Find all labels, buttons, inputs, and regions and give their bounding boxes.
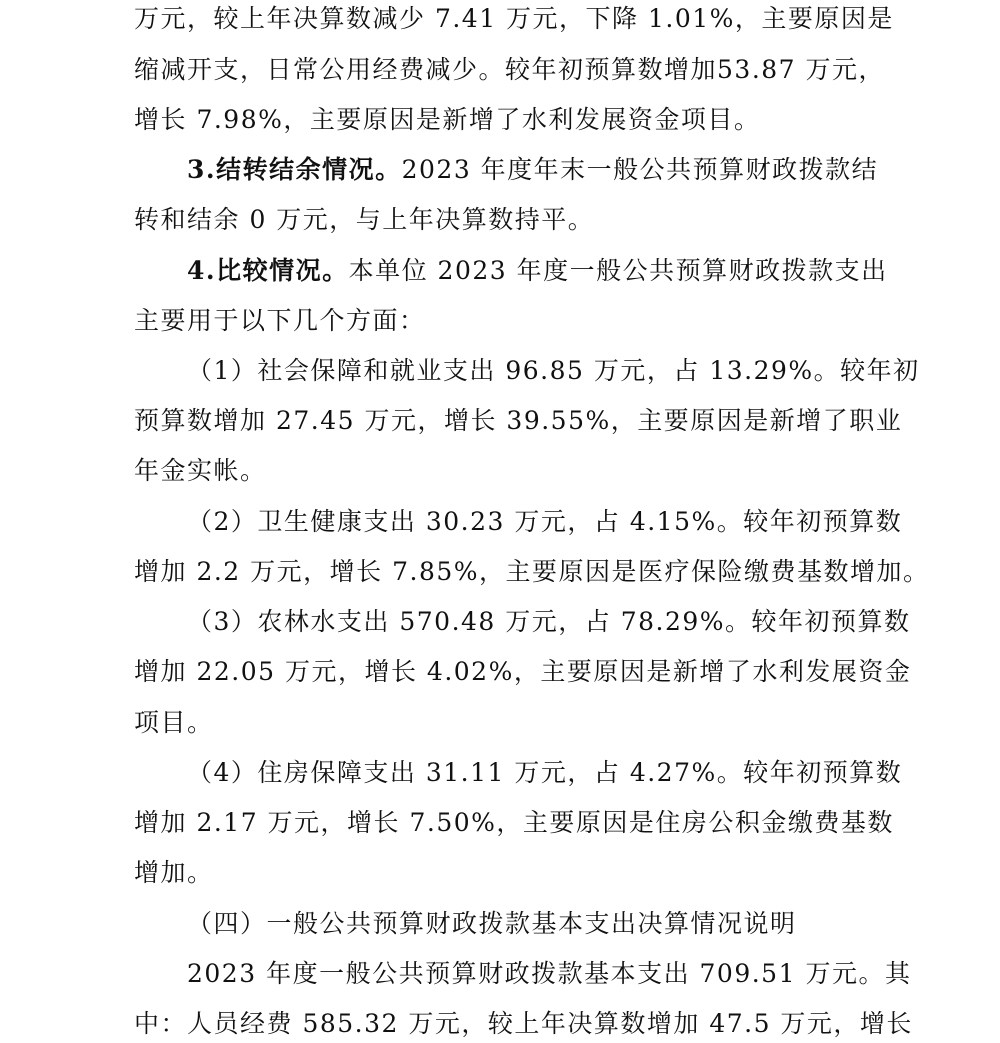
text-line: 缩减开支，日常公用经费减少。较年初预算数增加53.87 万元， (134, 55, 886, 84)
text-line: 项目。 (134, 708, 214, 737)
text-line: 增加 2.17 万元，增长 7.50%，主要原因是住房公积金缴费基数 (134, 808, 894, 837)
subsection-heading: （四）一般公共预算财政拨款基本支出决算情况说明 (187, 909, 797, 938)
text-line: 转和结余 0 万元，与上年决算数持平。 (134, 205, 595, 234)
section-4-heading: 4.比较情况。 (187, 256, 349, 285)
text-line: 增加。 (134, 858, 214, 887)
text-line: （3）农林水支出 570.48 万元，占 78.29%。较年初预算数 (187, 607, 911, 636)
text-line: （4）住房保障支出 31.11 万元，占 4.27%。较年初预算数 (187, 758, 903, 787)
section-4-text: 本单位 2023 年度一般公共预算财政拨款支出 (348, 256, 888, 285)
text-line: 预算数增加 27.45 万元，增长 39.55%，主要原因是新增了职业 (134, 406, 903, 435)
section-4-line (187, 256, 888, 286)
text-line: （2）卫生健康支出 30.23 万元，占 4.15%。较年初预算数 (187, 507, 903, 536)
text-line: 增加 2.2 万元，增长 7.85%，主要原因是医疗保险缴费基数增加。 (134, 557, 930, 586)
text-line: 增长 7.98%，主要原因是新增了水利发展资金项目。 (134, 105, 761, 134)
text-line: 万元，较上年决算数减少 7.41 万元，下降 1.01%，主要原因是 (134, 4, 894, 33)
text-line: 主要用于以下几个方面： (134, 306, 426, 335)
text-line: 2023 年度一般公共预算财政拨款基本支出 709.51 万元。其 (187, 959, 912, 988)
text-line: 增加 22.05 万元，增长 4.02%，主要原因是新增了水利发展资金 (134, 657, 912, 686)
section-3-text: 2023 年度年末一般公共预算财政拨款结 (401, 155, 879, 184)
section-3-line (187, 155, 878, 185)
section-3-heading: 3.结转结余情况。 (187, 155, 402, 184)
text-line: （1）社会保障和就业支出 96.85 万元，占 13.29%。较年初 (187, 356, 920, 385)
text-line: 中：人员经费 585.32 万元，较上年决算数增加 47.5 万元，增长 (134, 1009, 913, 1038)
text-line: 年金实帐。 (134, 456, 267, 485)
